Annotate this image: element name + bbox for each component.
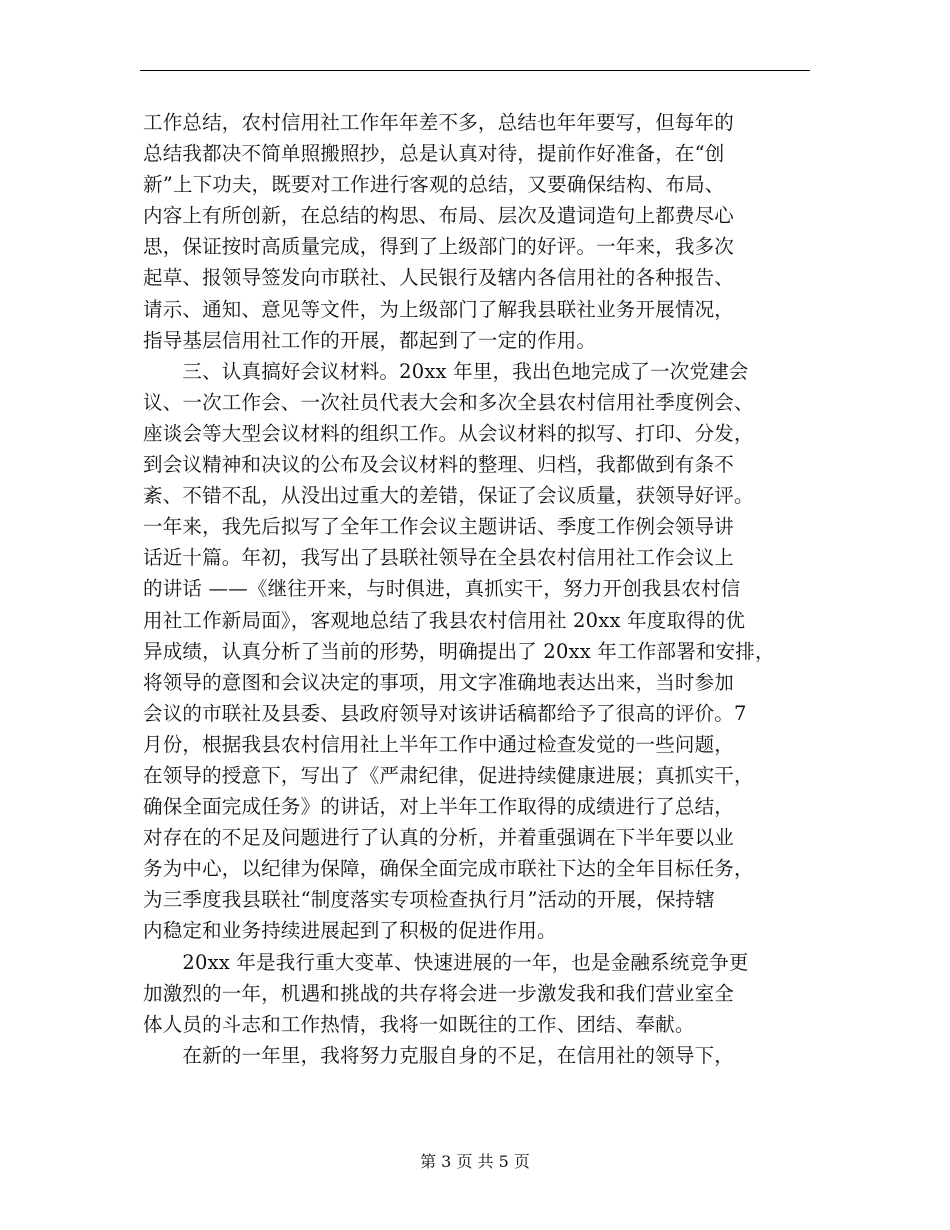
text-line: 思，保证按时高质量完成，得到了上级部门的好评。一年来，我多次 xyxy=(143,235,735,259)
text-line: 话近十篇。年初，我写出了县联社领导在全县农村信用社工作会议上 xyxy=(143,546,735,570)
text-line: 座谈会等大型会议材料的组织工作。从会议材料的拟写、打印、分发， xyxy=(143,421,754,445)
document-body xyxy=(143,107,815,1071)
text-line: 加激烈的一年，机遇和挑战的共存将会进一步激发我和我们营业室全 xyxy=(143,981,735,1005)
text-line: 的讲话 ——《继往开来，与时俱进，真抓实干，努力开创我县农村信 xyxy=(143,577,741,601)
text-line: 异成绩，认真分析了当前的形势，明确提出了 20xx 年工作部署和安排， xyxy=(143,639,775,663)
text-line: 为三季度我县联社“制度落实专项检查执行月”活动的开展，保持辖 xyxy=(143,888,715,912)
text-line: 内容上有所创新，在总结的构思、布局、层次及遣词造句上都费尽心 xyxy=(143,204,735,228)
text-line: 20xx 年是我行重大变革、快速进展的一年，也是金融系统竞争更 xyxy=(143,950,749,974)
page-number: 第 3 页 共 5 页 xyxy=(420,1152,530,1171)
text-line: 确保全面完成任务》的讲话，对上半年工作取得的成绩进行了总结， xyxy=(143,795,735,819)
text-line: 月份，根据我县农村信用社上半年工作中通过检查发觉的一些问题， xyxy=(143,732,735,756)
text-line: 总结我都决不简单照搬照抄，总是认真对待，提前作好准备，在“创 xyxy=(143,142,725,166)
text-line: 请示、通知、意见等文件，为上级部门了解我县联社业务开展情况， xyxy=(143,297,735,321)
text-line: 将领导的意图和会议决定的事项，用文字准确地表达出来，当时参加 xyxy=(143,670,735,694)
text-line: 工作总结，农村信用社工作年年差不多，总结也年年要写，但每年的 xyxy=(143,111,735,134)
text-line: 内稳定和业务持续进展起到了积极的促进作用。 xyxy=(143,919,557,943)
text-line: 一年来，我先后拟写了全年工作会议主题讲话、季度工作例会领导讲 xyxy=(143,515,735,539)
text-line: 指导基层信用社工作的开展，都起到了一定的作用。 xyxy=(143,328,597,352)
text-line: 对存在的不足及问题进行了认真的分析，并着重强调在下半年要以业 xyxy=(143,826,735,850)
text-line: 务为中心，以纪律为保障，确保全面完成市联社下达的全年目标任务， xyxy=(143,857,754,881)
text-line: 到会议精神和决议的公布及会议材料的整理、归档，我都做到有条不 xyxy=(143,453,735,477)
text-line: 起草、报领导签发向市联社、人民银行及辖内各信用社的各种报告、 xyxy=(143,266,735,290)
text-line: 议、一次工作会、一次社员代表大会和多次全县农村信用社季度例会、 xyxy=(143,390,754,414)
text-line: 用社工作新局面》，客观地总结了我县农村信用社 20xx 年度取得的优 xyxy=(143,608,746,632)
text-line: 在领导的授意下，写出了《严肃纪律，促进持续健康进展；真抓实干， xyxy=(143,763,754,787)
text-line: 体人员的斗志和工作热情，我将一如既往的工作、团结、奉献。 xyxy=(143,1012,695,1036)
text-line: 会议的市联社及县委、县政府领导对该讲话稿都给予了很高的评价。7 xyxy=(143,701,747,725)
text-line: 三、认真搞好会议材料。20xx 年里，我出色地完成了一次党建会 xyxy=(143,359,749,383)
text-line: 紊、不错不乱，从没出过重大的差错，保证了会议质量，获领导好评。 xyxy=(143,484,754,508)
text-line: 在新的一年里，我将努力克服自身的不足，在信用社的领导下， xyxy=(143,1043,735,1067)
text-line: 新”上下功夫，既要对工作进行客观的总结，又要确保结构、布局、 xyxy=(143,173,725,197)
header-rule xyxy=(140,70,810,71)
